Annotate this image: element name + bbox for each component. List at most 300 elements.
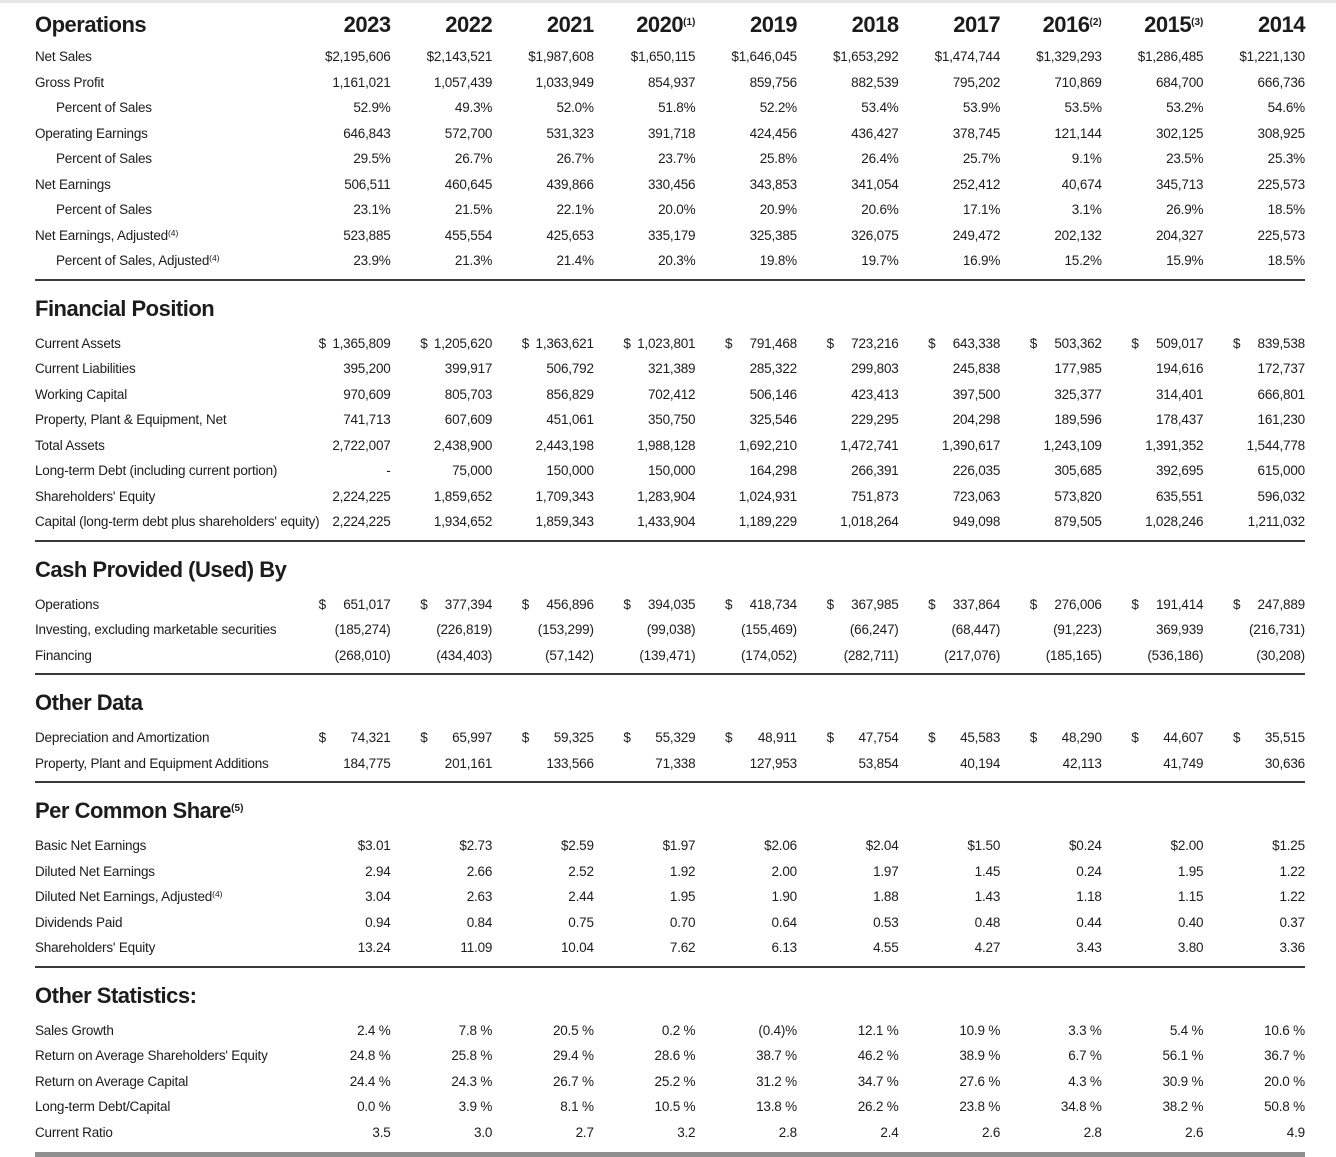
year-column-header: 2014 bbox=[1257, 12, 1305, 37]
cell-value: 1,692,210 bbox=[738, 437, 797, 453]
cell-value: $3.01 bbox=[357, 838, 391, 854]
table-header-title: Operations bbox=[35, 12, 147, 37]
cell-value: 1,033,949 bbox=[535, 74, 594, 90]
table-row bbox=[35, 884, 1305, 910]
year-column-header: 2016$^{(2)}$ bbox=[1042, 12, 1102, 37]
cell-value: 0.48 bbox=[974, 914, 1001, 930]
cell-value: 150,000 bbox=[647, 463, 696, 479]
cell-value: $1,474,744 bbox=[934, 49, 1001, 65]
cell-value: $ 1,205,620 bbox=[420, 335, 493, 351]
cell-value: $ 65,997 bbox=[420, 730, 493, 746]
cell-value: 3.0 bbox=[474, 1124, 493, 1140]
cell-value: 2.4 bbox=[880, 1124, 899, 1140]
row-label: Basic Net Earnings bbox=[35, 838, 147, 854]
cell-value: 17.1% bbox=[962, 202, 1001, 218]
cell-value: 949,098 bbox=[952, 514, 1001, 530]
dollar-sign: $ bbox=[318, 335, 326, 351]
cell-value: $ 509,017 bbox=[1131, 335, 1204, 351]
cell-value: $1,286,485 bbox=[1137, 49, 1204, 65]
cell-value: 741,713 bbox=[343, 412, 391, 428]
cell-value: 34.8 % bbox=[1060, 1099, 1102, 1115]
dollar-sign: $ bbox=[1232, 596, 1241, 612]
table-row bbox=[35, 725, 1305, 751]
table-row bbox=[35, 223, 1305, 249]
cell-value: 2.63 bbox=[466, 889, 493, 905]
row-label: Percent of Sales bbox=[56, 202, 152, 218]
row-label: Current Assets bbox=[35, 335, 121, 351]
cell-value: 1,391,352 bbox=[1145, 437, 1204, 453]
row-label: Dividends Paid bbox=[35, 914, 123, 930]
cell-value: 1,433,904 bbox=[637, 514, 696, 530]
cell-value: 326,075 bbox=[851, 227, 899, 243]
cell-value: 9.1% bbox=[1071, 151, 1102, 167]
cell-value: (66,247) bbox=[849, 622, 899, 638]
cell-value: 20.9% bbox=[759, 202, 797, 218]
cell-value: 26.7% bbox=[556, 151, 594, 167]
cell-value: 0.2 % bbox=[661, 1022, 696, 1038]
cell-value: 2.94 bbox=[365, 863, 391, 879]
row-label: Diluted Net Earnings bbox=[35, 863, 155, 879]
cell-value: 506,792 bbox=[546, 361, 594, 377]
cell-value: 0.94 bbox=[365, 914, 391, 930]
cell-value: 204,298 bbox=[952, 412, 1001, 428]
cell-value: $ 503,362 bbox=[1029, 335, 1102, 351]
cell-value: 751,873 bbox=[851, 488, 899, 504]
cell-value: 1,057,439 bbox=[433, 74, 493, 90]
cell-value: 5.4 % bbox=[1169, 1022, 1204, 1038]
cell-value: $2.73 bbox=[459, 838, 493, 854]
cell-value: 25.2 % bbox=[654, 1073, 696, 1089]
cell-value: $ 35,515 bbox=[1232, 730, 1305, 746]
bottom-rule bbox=[35, 1152, 1305, 1157]
cell-value: 27.6 % bbox=[959, 1073, 1001, 1089]
cell-value: 26.4% bbox=[861, 151, 899, 167]
cell-value: 531,323 bbox=[546, 125, 594, 141]
cell-value: (217,076) bbox=[944, 647, 1001, 663]
cell-value: 41,749 bbox=[1163, 755, 1204, 771]
year-column-header: 2015$^{(3)}$ bbox=[1144, 12, 1204, 37]
cell-value: $1,329,293 bbox=[1036, 49, 1102, 65]
table-row bbox=[35, 751, 1305, 777]
cell-value: $1,221,130 bbox=[1239, 49, 1305, 65]
table-row bbox=[35, 44, 1305, 70]
cell-value: 1,544,778 bbox=[1246, 437, 1305, 453]
cell-value: 343,853 bbox=[749, 176, 797, 192]
cell-value: 460,645 bbox=[444, 176, 493, 192]
cell-value: 879,505 bbox=[1054, 514, 1102, 530]
cell-value: 24.4 % bbox=[349, 1073, 391, 1089]
table-row bbox=[35, 484, 1305, 510]
cell-value: 189,596 bbox=[1054, 412, 1102, 428]
cell-value: 194,616 bbox=[1155, 361, 1204, 377]
table-row bbox=[35, 1018, 1305, 1044]
cell-value: 1,709,343 bbox=[535, 488, 594, 504]
cell-value: 2,224,225 bbox=[332, 514, 391, 530]
cell-value: 178,437 bbox=[1155, 412, 1204, 428]
row-label: Current Liabilities bbox=[35, 361, 136, 377]
cell-value: $ 337,864 bbox=[928, 596, 1001, 612]
cell-value: 1,161,021 bbox=[332, 74, 391, 90]
cell-value: 20.6% bbox=[861, 202, 899, 218]
cell-value: 23.1% bbox=[353, 202, 391, 218]
section-divider bbox=[35, 781, 1305, 783]
dollar-sign: $ bbox=[724, 596, 733, 612]
cell-value: $ 418,734 bbox=[724, 596, 797, 612]
cell-value: 2.6 bbox=[981, 1124, 1001, 1140]
year-column-header: 2021 bbox=[546, 12, 594, 37]
cell-value: 46.2 % bbox=[857, 1048, 899, 1064]
cell-value: 245,838 bbox=[952, 361, 1001, 377]
dollar-sign: $ bbox=[521, 335, 530, 351]
cell-value: 13.24 bbox=[357, 940, 391, 956]
cell-value: 25.8 % bbox=[451, 1048, 493, 1064]
cell-value: (216,731) bbox=[1248, 622, 1305, 638]
cell-value: 26.2 % bbox=[857, 1099, 899, 1115]
cell-value: 12.1 % bbox=[857, 1022, 899, 1038]
cell-value: 1,472,741 bbox=[840, 437, 899, 453]
cell-value: 2.7 bbox=[575, 1124, 594, 1140]
cell-value: 29.4 % bbox=[552, 1048, 594, 1064]
cell-value: 40,674 bbox=[1061, 176, 1102, 192]
section-title: Other Data bbox=[35, 690, 143, 715]
cell-value: 127,953 bbox=[749, 755, 797, 771]
dollar-sign: $ bbox=[420, 730, 428, 746]
dollar-sign: $ bbox=[521, 730, 530, 746]
cell-value: 970,609 bbox=[343, 386, 391, 402]
cell-value: (91,223) bbox=[1053, 622, 1102, 638]
dollar-sign: $ bbox=[826, 596, 834, 612]
row-label: Return on Average Capital bbox=[35, 1073, 189, 1089]
cell-value: 19.7% bbox=[861, 253, 899, 269]
cell-value: - bbox=[386, 463, 391, 479]
cell-value: $0.24 bbox=[1068, 838, 1102, 854]
row-label: Total Assets bbox=[35, 437, 105, 453]
cell-value: 21.4% bbox=[556, 253, 594, 269]
cell-value: 53.5% bbox=[1064, 100, 1102, 116]
table-row bbox=[35, 146, 1305, 172]
cell-value: $ 1,363,621 bbox=[521, 335, 594, 351]
cell-value: 335,179 bbox=[647, 227, 696, 243]
cell-value: 666,801 bbox=[1257, 386, 1305, 402]
cell-value: 2,438,900 bbox=[433, 437, 493, 453]
row-label: Property, Plant and Equipment Additions bbox=[35, 755, 269, 771]
cell-value: (153,299) bbox=[537, 622, 594, 638]
table-row bbox=[35, 592, 1305, 618]
dollar-sign: $ bbox=[724, 730, 733, 746]
cell-value: 1.90 bbox=[771, 889, 797, 905]
year-column-header: 2018 bbox=[851, 12, 899, 37]
cell-value: $ 59,325 bbox=[521, 730, 594, 746]
cell-value: (68,447) bbox=[951, 622, 1001, 638]
cell-value: 4.9 bbox=[1286, 1124, 1305, 1140]
dollar-sign: $ bbox=[1029, 596, 1038, 612]
cell-value: 3.80 bbox=[1177, 940, 1204, 956]
cell-value: 184,775 bbox=[343, 755, 391, 771]
cell-value: 1,859,343 bbox=[535, 514, 594, 530]
cell-value: (268,010) bbox=[334, 647, 391, 663]
row-label: Return on Average Shareholders' Equity bbox=[35, 1048, 268, 1064]
cell-value: 1.95 bbox=[1177, 863, 1204, 879]
cell-value: (155,469) bbox=[740, 622, 797, 638]
cell-value: 42,113 bbox=[1062, 755, 1102, 771]
cell-value: 177,985 bbox=[1054, 361, 1102, 377]
cell-value: 10.6 % bbox=[1264, 1022, 1305, 1038]
table-row bbox=[35, 617, 1305, 643]
table-row bbox=[35, 356, 1305, 382]
cell-value: 3.43 bbox=[1076, 940, 1102, 956]
cell-value: $ 377,394 bbox=[420, 596, 493, 612]
table-row bbox=[35, 331, 1305, 357]
cell-value: (185,274) bbox=[334, 622, 391, 638]
cell-value: 1,189,229 bbox=[738, 514, 797, 530]
cell-value: $2,143,521 bbox=[426, 49, 493, 65]
cell-value: 378,745 bbox=[952, 125, 1001, 141]
cell-value: 1,283,904 bbox=[637, 488, 696, 504]
section-rows bbox=[35, 725, 1305, 776]
cell-value: $ 276,006 bbox=[1029, 596, 1102, 612]
cell-value: $ 55,329 bbox=[623, 730, 696, 746]
cell-value: (185,165) bbox=[1045, 647, 1102, 663]
cell-value: 31.2 % bbox=[756, 1073, 797, 1089]
row-label: Operations bbox=[35, 596, 100, 612]
cell-value: 150,000 bbox=[546, 463, 594, 479]
cell-value: 4.55 bbox=[873, 940, 899, 956]
cell-value: 399,917 bbox=[444, 361, 493, 377]
cell-value: 710,869 bbox=[1054, 74, 1102, 90]
cell-value: 20.0% bbox=[658, 202, 696, 218]
table-row bbox=[35, 935, 1305, 961]
cell-value: 3.5 bbox=[372, 1124, 391, 1140]
cell-value: (226,819) bbox=[436, 622, 493, 638]
cell-value: 54.6% bbox=[1267, 100, 1305, 116]
cell-value: 36.7 % bbox=[1264, 1048, 1305, 1064]
cell-value: 56.1 % bbox=[1162, 1048, 1204, 1064]
row-label: Diluted Net Earnings, Adjusted$^{(4)}$ bbox=[35, 889, 223, 905]
section-divider bbox=[35, 966, 1305, 968]
dollar-sign: $ bbox=[318, 596, 326, 612]
cell-value: 20.3% bbox=[658, 253, 696, 269]
table-row bbox=[35, 1120, 1305, 1146]
section-rows bbox=[35, 1018, 1305, 1146]
footnote-marker: (4) bbox=[167, 227, 179, 238]
table-row bbox=[35, 433, 1305, 459]
section-title: Financial Position bbox=[35, 295, 215, 321]
section-divider bbox=[35, 540, 1305, 542]
cell-value: 202,132 bbox=[1054, 227, 1102, 243]
cell-value: 305,685 bbox=[1054, 463, 1102, 479]
cell-value: 38.9 % bbox=[959, 1048, 1001, 1064]
table-row bbox=[35, 407, 1305, 433]
table-row bbox=[35, 1043, 1305, 1069]
cell-value: $ 723,216 bbox=[826, 335, 899, 351]
cell-value: 25.8% bbox=[759, 151, 797, 167]
cell-value: 53.9% bbox=[962, 100, 1001, 116]
cell-value: 3.3 % bbox=[1068, 1022, 1102, 1038]
cell-value: 6.13 bbox=[771, 940, 797, 956]
table-sections bbox=[35, 44, 1305, 1157]
cell-value: 2.52 bbox=[568, 863, 594, 879]
cell-value: 30,636 bbox=[1264, 755, 1305, 771]
table-row bbox=[35, 910, 1305, 936]
cell-value: 7.62 bbox=[669, 940, 696, 956]
cell-value: 75,000 bbox=[452, 463, 493, 479]
dollar-sign: $ bbox=[928, 730, 936, 746]
cell-value: 325,385 bbox=[749, 227, 797, 243]
cell-value: 330,456 bbox=[647, 176, 696, 192]
cell-value: 1.15 bbox=[1177, 889, 1204, 905]
cell-value: 18.5% bbox=[1267, 253, 1305, 269]
dollar-sign: $ bbox=[826, 335, 834, 351]
cell-value: 451,061 bbox=[546, 412, 594, 428]
cell-value: 635,551 bbox=[1155, 488, 1204, 504]
cell-value: 229,295 bbox=[851, 412, 899, 428]
cell-value: 23.5% bbox=[1166, 151, 1204, 167]
cell-value: 161,230 bbox=[1257, 412, 1305, 428]
row-label: Long-term Debt/Capital bbox=[35, 1099, 171, 1115]
cell-value: 302,125 bbox=[1155, 125, 1204, 141]
cell-value: $ 74,321 bbox=[318, 730, 391, 746]
table-row bbox=[35, 382, 1305, 408]
cell-value: 24.8 % bbox=[349, 1048, 391, 1064]
dollar-sign: $ bbox=[318, 730, 326, 746]
cell-value: $2.04 bbox=[865, 838, 899, 854]
cell-value: $ 47,754 bbox=[826, 730, 899, 746]
cell-value: 23.9% bbox=[353, 253, 391, 269]
cell-value: 225,573 bbox=[1257, 176, 1305, 192]
cell-value: 506,146 bbox=[749, 386, 797, 402]
cell-value: 20.0 % bbox=[1264, 1073, 1305, 1089]
cell-value: $ 45,583 bbox=[928, 730, 1001, 746]
cell-value: 4.3 % bbox=[1068, 1073, 1102, 1089]
year-column-header: 2022 bbox=[445, 12, 493, 37]
cell-value: 369,939 bbox=[1155, 622, 1204, 638]
cell-value: 15.9% bbox=[1166, 253, 1204, 269]
cell-value: $ 191,414 bbox=[1131, 596, 1204, 612]
year-column-header: 2023 bbox=[343, 12, 391, 37]
cell-value: 2.6 bbox=[1185, 1124, 1204, 1140]
cell-value: 40,194 bbox=[960, 755, 1001, 771]
row-label: Gross Profit bbox=[35, 74, 104, 90]
cell-value: 882,539 bbox=[851, 74, 899, 90]
cell-value: $1.50 bbox=[967, 838, 1001, 854]
footnote-marker: (3) bbox=[1191, 17, 1204, 28]
cell-value: 1,028,246 bbox=[1145, 514, 1204, 530]
dollar-sign: $ bbox=[928, 335, 936, 351]
cell-value: 1.22 bbox=[1279, 863, 1305, 879]
table-row bbox=[35, 859, 1305, 885]
cell-value: 121,144 bbox=[1054, 125, 1102, 141]
cell-value: 133,566 bbox=[546, 755, 594, 771]
cell-value: 423,413 bbox=[851, 386, 899, 402]
cell-value: 0.75 bbox=[568, 914, 594, 930]
dollar-sign: $ bbox=[521, 596, 530, 612]
cell-value: 1,024,931 bbox=[738, 488, 797, 504]
cell-value: 71,338 bbox=[655, 755, 696, 771]
section-title: Per Common Share$^{(5)}$ bbox=[35, 798, 244, 823]
cell-value: $ 48,911 bbox=[724, 730, 797, 746]
cell-value: 391,718 bbox=[647, 125, 696, 141]
table-row bbox=[35, 197, 1305, 223]
cell-value: 21.3% bbox=[454, 253, 493, 269]
cell-value: 1.18 bbox=[1076, 889, 1102, 905]
row-label: Net Sales bbox=[35, 49, 92, 65]
cell-value: 341,054 bbox=[851, 176, 899, 192]
row-label: Sales Growth bbox=[35, 1022, 114, 1038]
dollar-sign: $ bbox=[724, 335, 733, 351]
cell-value: 0.64 bbox=[771, 914, 797, 930]
cell-value: 723,063 bbox=[952, 488, 1001, 504]
cell-value: 29.5% bbox=[353, 151, 391, 167]
cell-value: $ 456,896 bbox=[521, 596, 594, 612]
cell-value: $2.59 bbox=[560, 838, 594, 854]
cell-value: 1.22 bbox=[1279, 889, 1305, 905]
cell-value: $ 394,035 bbox=[623, 596, 696, 612]
cell-value: $1,653,292 bbox=[832, 49, 899, 65]
cell-value: 0.37 bbox=[1279, 914, 1305, 930]
cell-value: $ 48,290 bbox=[1029, 730, 1102, 746]
cell-value: 25.3% bbox=[1267, 151, 1305, 167]
cell-value: 18.5% bbox=[1267, 202, 1305, 218]
cell-value: (139,471) bbox=[639, 647, 696, 663]
cell-value: 395,200 bbox=[343, 361, 391, 377]
cell-value: 164,298 bbox=[749, 463, 797, 479]
cell-value: 6.7 % bbox=[1068, 1048, 1102, 1064]
cell-value: 397,500 bbox=[952, 386, 1001, 402]
cell-value: (536,186) bbox=[1147, 647, 1204, 663]
cell-value: 1,390,617 bbox=[941, 437, 1001, 453]
cell-value: (99,038) bbox=[646, 622, 696, 638]
cell-value: 0.44 bbox=[1076, 914, 1102, 930]
cell-value: 0.70 bbox=[669, 914, 696, 930]
cell-value: 22.1% bbox=[556, 202, 594, 218]
year-column-headers bbox=[289, 12, 1305, 38]
cell-value: 702,412 bbox=[647, 386, 696, 402]
cell-value: 204,327 bbox=[1155, 227, 1204, 243]
cell-value: 13.8 % bbox=[756, 1099, 797, 1115]
cell-value: 573,820 bbox=[1054, 488, 1102, 504]
cell-value: 424,456 bbox=[749, 125, 797, 141]
cell-value: 1,018,264 bbox=[840, 514, 899, 530]
cell-value: $ 247,889 bbox=[1232, 596, 1305, 612]
dollar-sign: $ bbox=[1232, 730, 1241, 746]
cell-value: $ 791,468 bbox=[724, 335, 797, 351]
row-label: Operating Earnings bbox=[35, 125, 148, 141]
cell-value: 1,211,032 bbox=[1247, 514, 1305, 530]
cell-value: 0.84 bbox=[466, 914, 493, 930]
cell-value: 0.53 bbox=[873, 914, 899, 930]
cell-value: 7.8 % bbox=[458, 1022, 493, 1038]
cell-value: 201,161 bbox=[444, 755, 493, 771]
dollar-sign: $ bbox=[420, 335, 428, 351]
cell-value: 0.24 bbox=[1076, 863, 1102, 879]
table-row bbox=[35, 1094, 1305, 1120]
cell-value: 8.1 % bbox=[560, 1099, 594, 1115]
cell-value: $ 44,607 bbox=[1131, 730, 1204, 746]
cell-value: 1.43 bbox=[974, 889, 1001, 905]
cell-value: 455,554 bbox=[444, 227, 493, 243]
row-label: Long-term Debt (including current portion) bbox=[35, 463, 278, 479]
section-rows bbox=[35, 44, 1305, 274]
cell-value: 795,202 bbox=[952, 74, 1001, 90]
table-row bbox=[35, 509, 1305, 535]
cell-value: 2.8 bbox=[778, 1124, 797, 1140]
cell-value: 1.97 bbox=[873, 863, 899, 879]
cell-value: 225,573 bbox=[1257, 227, 1305, 243]
cell-value: 607,609 bbox=[444, 412, 493, 428]
row-label: Depreciation and Amortization bbox=[35, 730, 210, 746]
dollar-sign: $ bbox=[1029, 335, 1038, 351]
footnote-marker: (5) bbox=[231, 803, 244, 814]
